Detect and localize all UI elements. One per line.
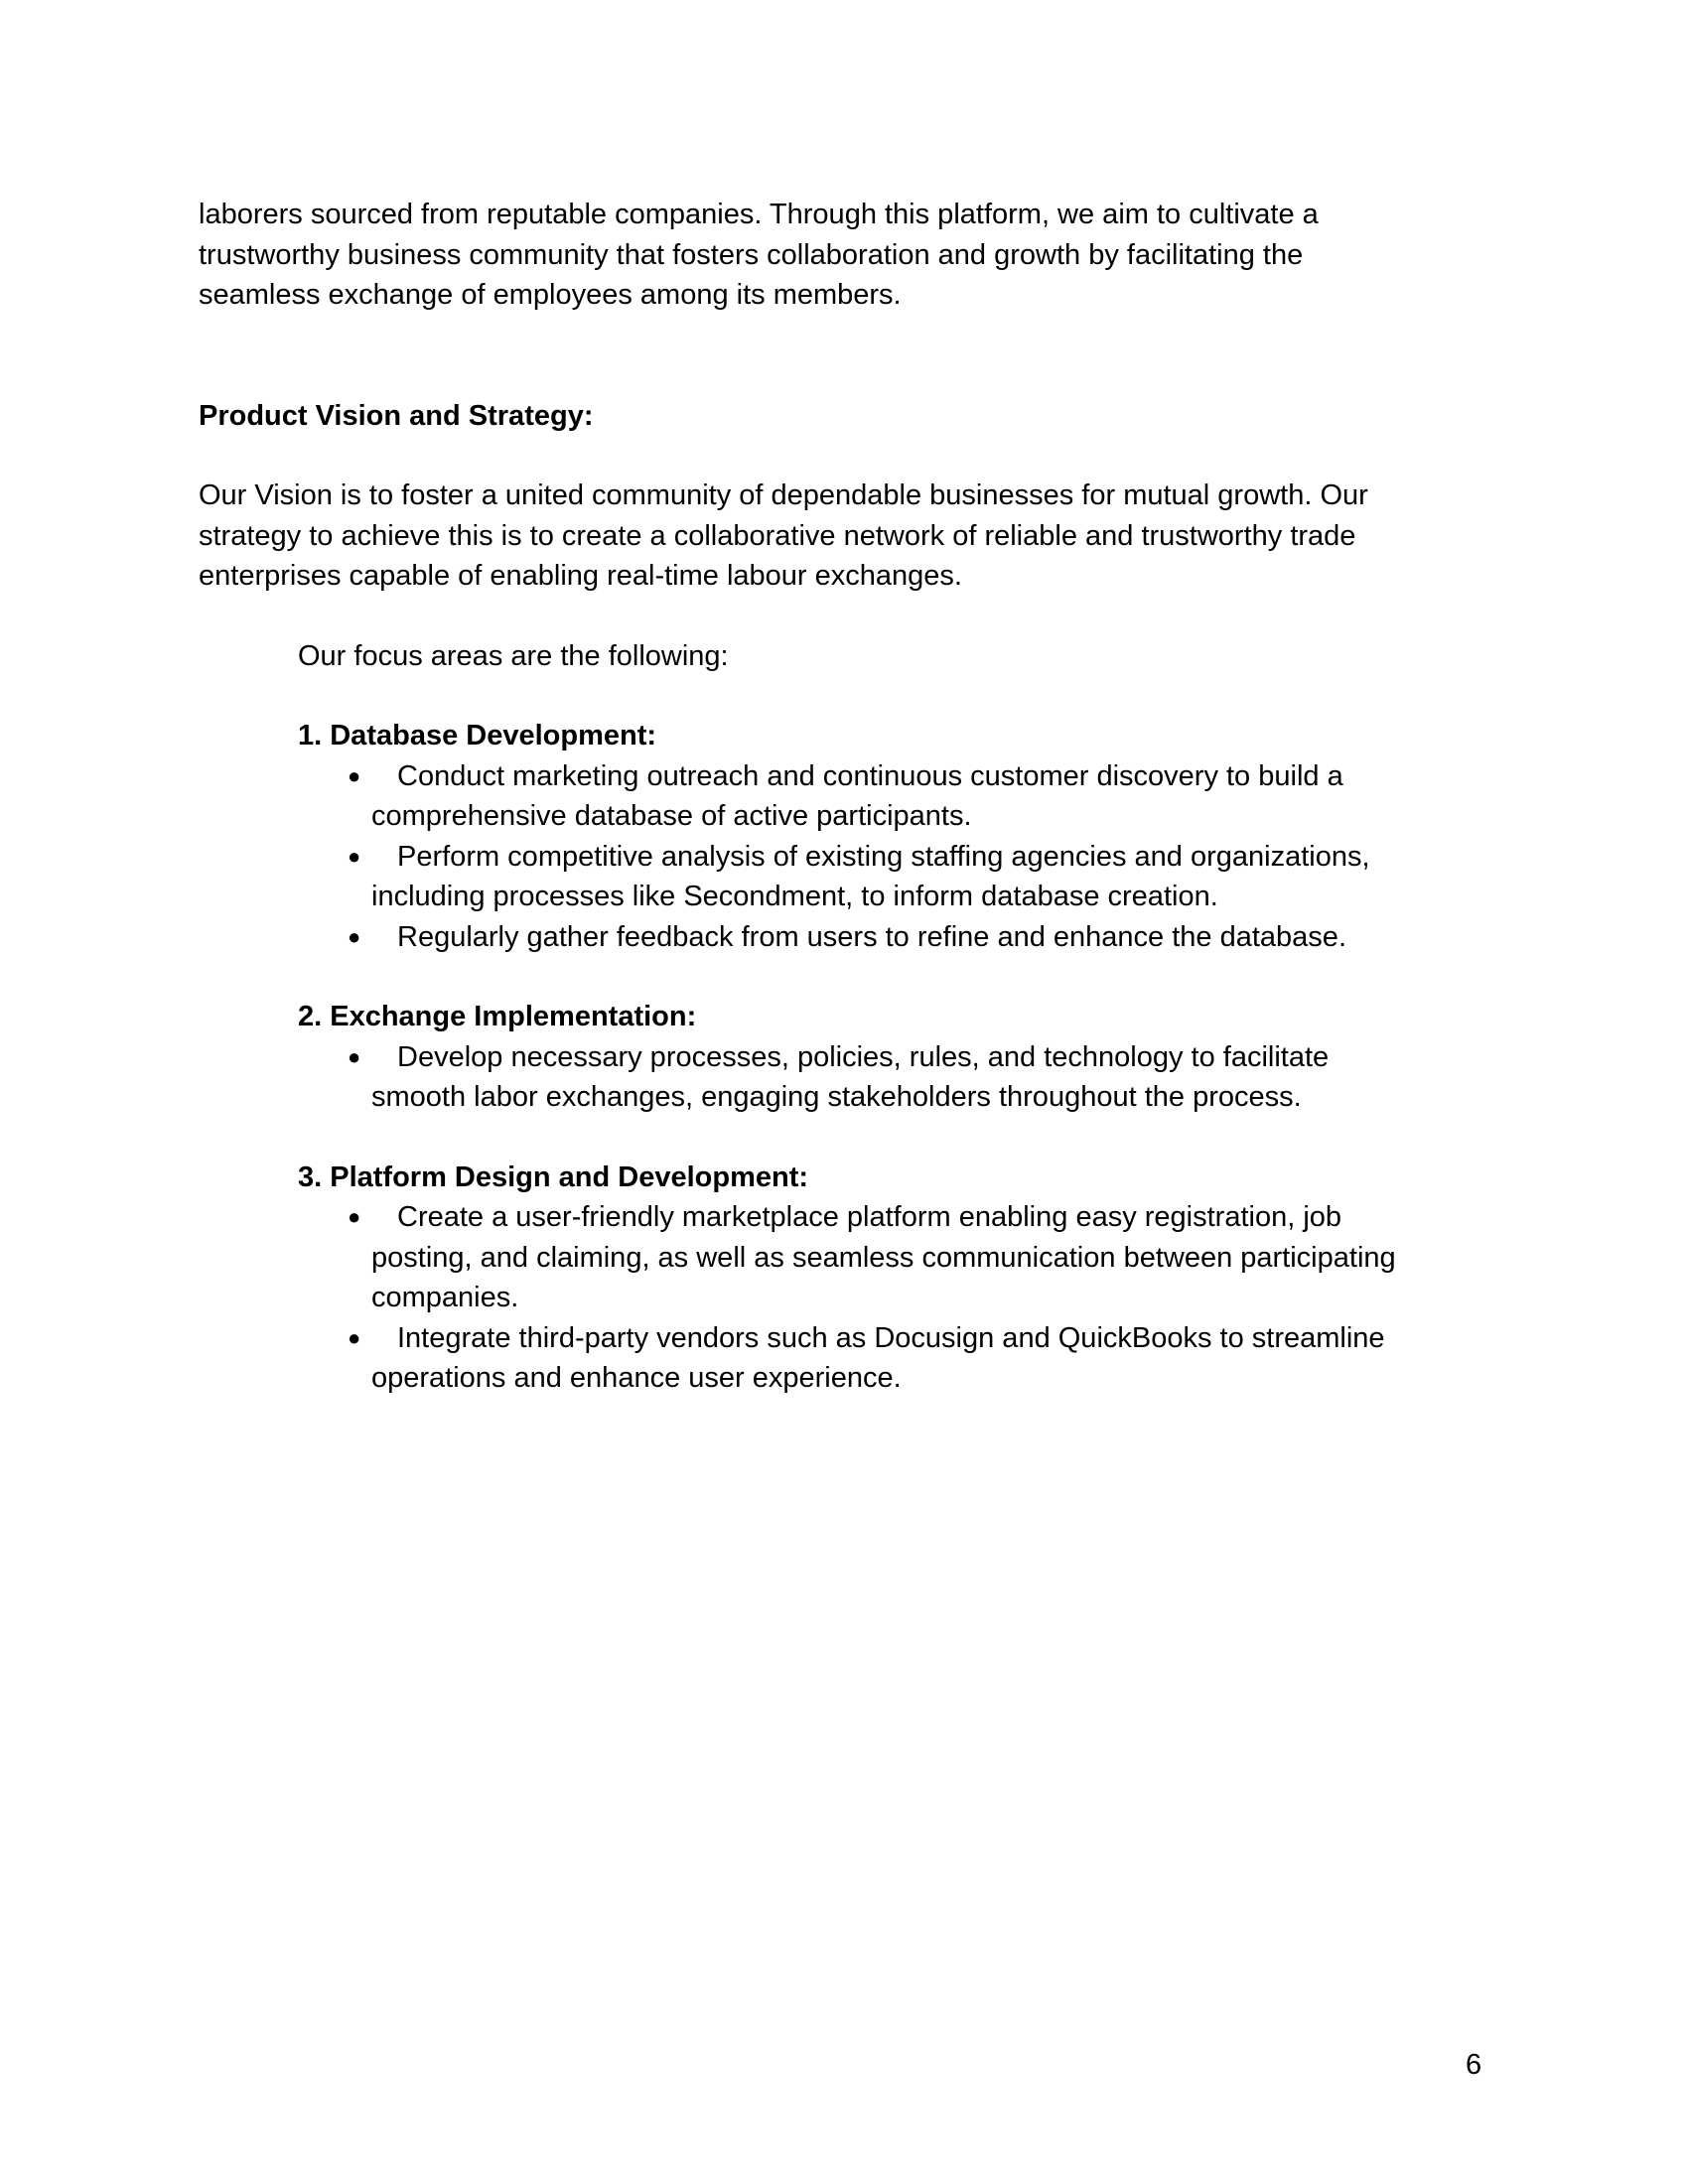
bullet-icon: ● — [348, 762, 361, 788]
page-number: 6 — [1466, 2049, 1482, 2081]
bullet-list — [298, 756, 1400, 958]
list-item — [298, 1318, 1420, 1399]
vision-heading: Product Vision and Strategy: — [199, 399, 594, 432]
list-item — [298, 917, 1400, 958]
spacer — [199, 436, 1489, 476]
bullet-text: Perform competitive analysis of existing staffing agencies and organizations, including processes like Secondment, to inform database creation. — [371, 840, 1370, 912]
section-title: 2. Exchange Implementation: — [298, 1001, 697, 1032]
bullet-icon: ● — [348, 843, 361, 869]
bullet-icon: ● — [348, 923, 361, 949]
intro-paragraph: laborers sourced from reputable companies. Through this platform, we aim to cultivate a trustworthy business community that fosters collaboration and growth by facilitating the seamless exchange of employees among its members. — [199, 199, 1319, 311]
bullet-text: Integrate third-party vendors such as Docusign and QuickBooks to streamline operations and enhance user experience. — [371, 1321, 1385, 1394]
vision-paragraph: Our Vision is to foster a united community of dependable businesses for mutual growth. Our strategy to achieve this is to create a collaborative network of reliable and trustworthy trade enterprises capable of enabling real-time labour exchanges. — [199, 479, 1368, 592]
bullet-list — [298, 1037, 1400, 1118]
list-item — [298, 1037, 1400, 1118]
bullet-icon: ● — [348, 1043, 361, 1069]
bullet-icon: ● — [348, 1324, 361, 1350]
bullet-list — [298, 1197, 1420, 1399]
section-title: 3. Platform Design and Development: — [298, 1160, 809, 1193]
bullet-text: Create a user-friendly marketplace platform enabling easy registration, job posting, and claiming, as well as seamless communication between participating companies. — [371, 1201, 1396, 1313]
spacer — [199, 597, 1489, 636]
bullet-text: Develop necessary processes, policies, rules, and technology to facilitate smooth labor exchanges, engaging stakeholders throughout the process. — [371, 1040, 1330, 1113]
document-page — [199, 195, 1489, 1399]
bullet-text: Conduct marketing outreach and continuous customer discovery to build a comprehensive database of active participants. — [371, 759, 1343, 832]
bullet-icon: ● — [348, 1204, 361, 1229]
list-item — [298, 756, 1400, 837]
focus-intro: Our focus areas are the following: — [298, 639, 729, 672]
focus-section-platform — [298, 1158, 1489, 1399]
spacer — [199, 316, 1489, 396]
spacer — [298, 957, 1489, 997]
focus-section-database — [298, 716, 1489, 957]
focus-areas-block — [298, 636, 1489, 1399]
spacer — [298, 676, 1489, 716]
section-title: 1. Database Development: — [298, 720, 657, 751]
spacer — [298, 1118, 1489, 1158]
focus-section-exchange — [298, 997, 1489, 1118]
bullet-text: Regularly gather feedback from users to refine and enhance the database. — [397, 920, 1346, 953]
list-item — [298, 837, 1400, 917]
list-item — [298, 1197, 1420, 1318]
